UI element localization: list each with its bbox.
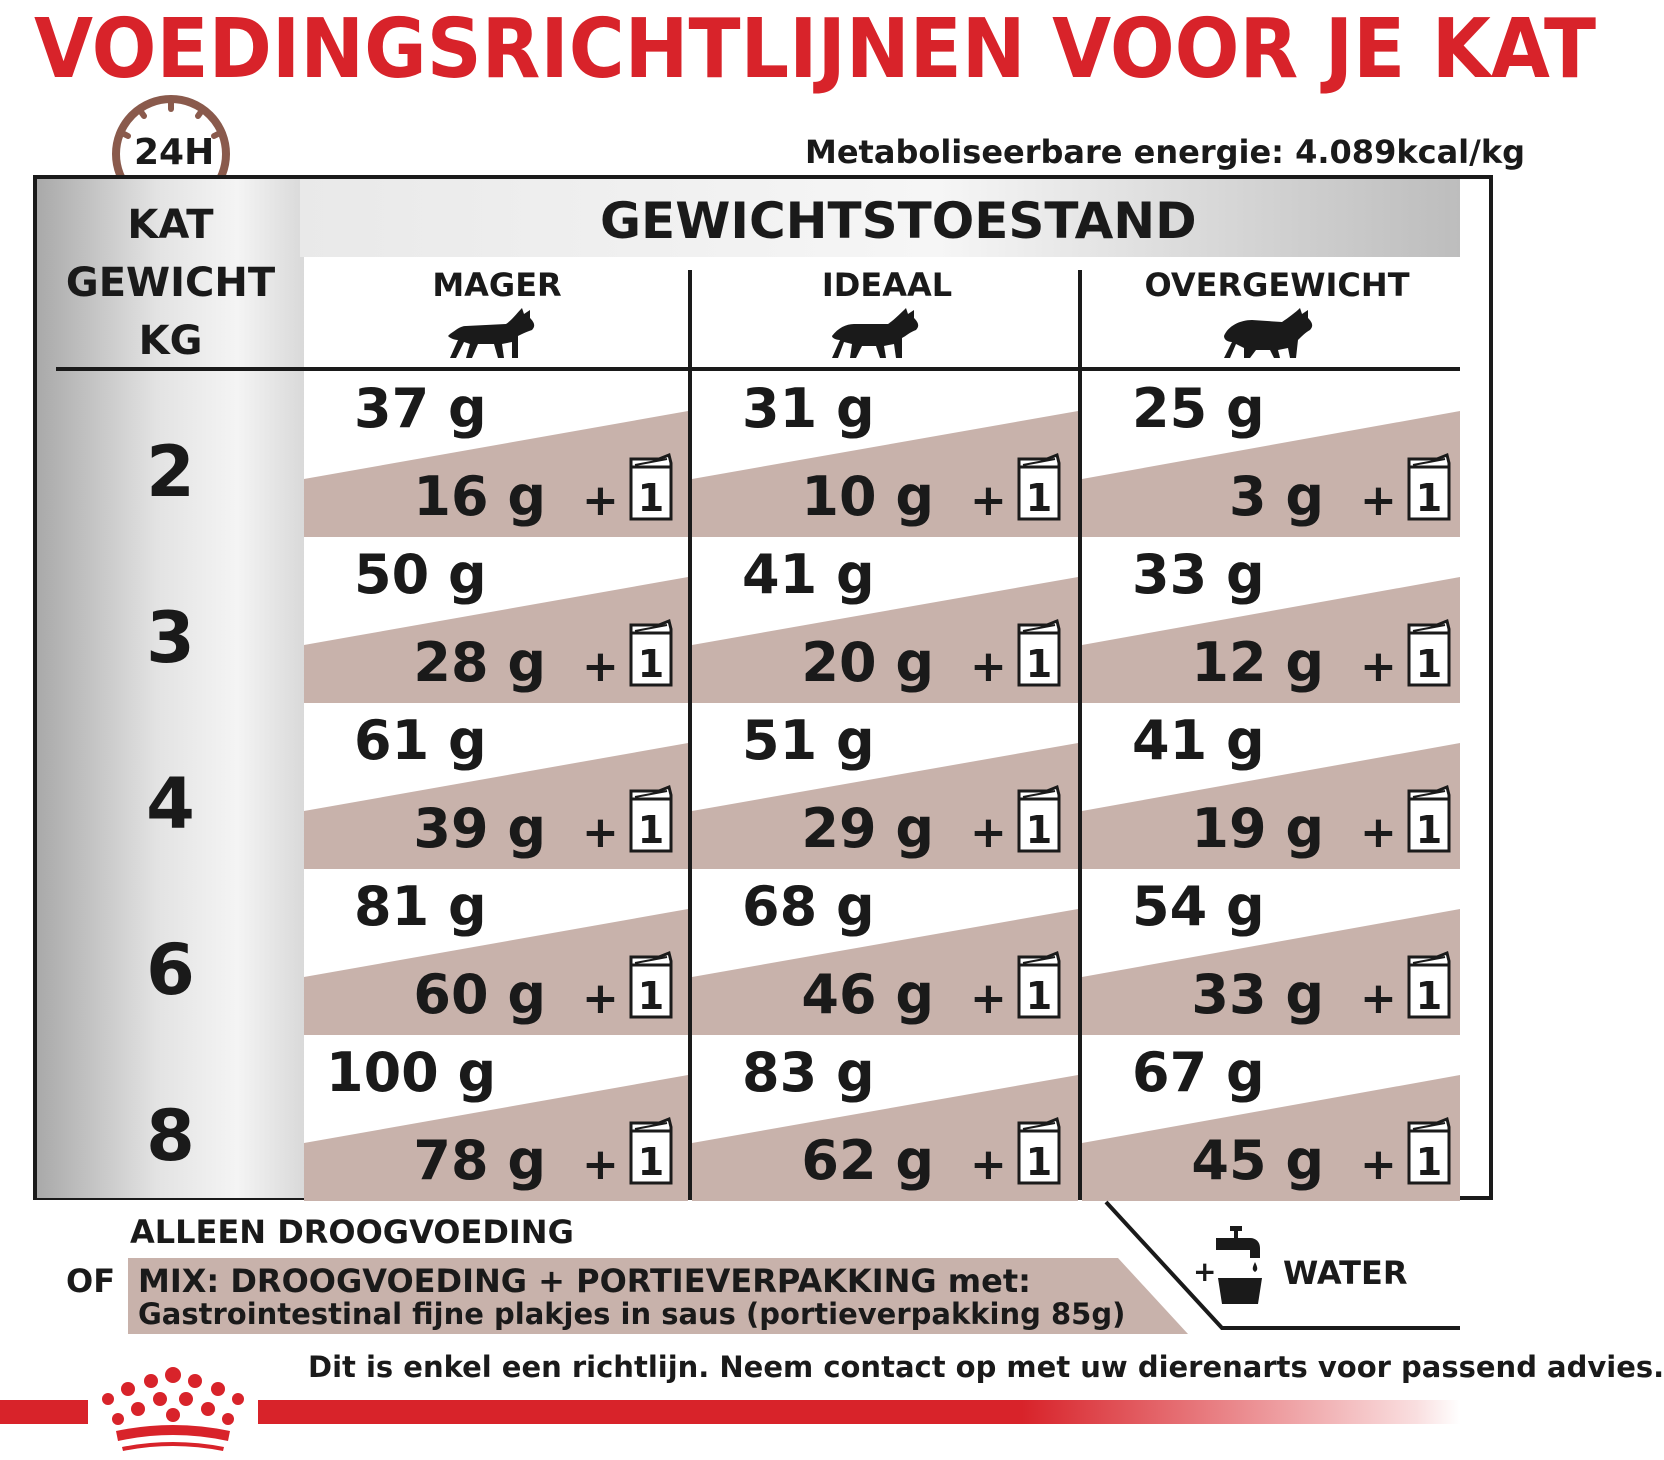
pouch-icon <box>629 787 673 853</box>
pouch-icon <box>1407 1119 1451 1185</box>
brand-crown-logo <box>88 1363 258 1453</box>
feeding-cell <box>304 703 688 869</box>
dry-food-amount: 41 g <box>742 543 875 606</box>
feeding-cell <box>1082 537 1460 703</box>
water-tap-icon <box>1210 1224 1266 1308</box>
pouch-count: 1 <box>1415 642 1443 686</box>
mix-dry-amount: 12 g <box>1191 631 1324 694</box>
mix-dry-amount: 10 g <box>801 465 934 528</box>
dry-food-amount: 81 g <box>354 875 487 938</box>
mix-dry-amount: 62 g <box>801 1129 934 1192</box>
pouch-icon <box>1407 953 1451 1019</box>
feeding-cell <box>692 1035 1078 1201</box>
pouch-count: 1 <box>637 974 665 1018</box>
feeding-cell <box>692 703 1078 869</box>
dry-food-amount: 61 g <box>354 709 487 772</box>
row-weight-kg: 4 <box>146 763 195 845</box>
pouch-count: 1 <box>1025 642 1053 686</box>
pouch-count: 1 <box>1415 808 1443 852</box>
pouch-icon <box>1017 455 1061 521</box>
plus-sign: + <box>970 475 1007 526</box>
feeding-cell <box>1082 703 1460 869</box>
pouch-count: 1 <box>1415 1140 1443 1184</box>
feeding-cell <box>304 1035 688 1201</box>
feeding-cell <box>304 869 688 1035</box>
mix-dry-amount: 3 g <box>1228 465 1324 528</box>
pouch-count: 1 <box>1025 974 1053 1018</box>
plus-sign: + <box>970 807 1007 858</box>
mix-dry-amount: 29 g <box>801 797 934 860</box>
pouch-count: 1 <box>1025 808 1053 852</box>
feeding-cell <box>692 371 1078 537</box>
mix-dry-amount: 45 g <box>1191 1129 1324 1192</box>
plus-sign: + <box>1360 475 1397 526</box>
legend-mix-line2: Gastrointestinal fijne plakjes in saus (portieverpakking 85g) <box>138 1297 1126 1331</box>
plus-sign: + <box>1360 973 1397 1024</box>
mix-dry-amount: 78 g <box>413 1129 546 1192</box>
feeding-cell <box>1082 869 1460 1035</box>
feeding-cell <box>1082 371 1460 537</box>
dry-food-amount: 25 g <box>1132 377 1265 440</box>
column-header-overgewicht: OVERGEWICHT <box>1144 266 1410 304</box>
plus-sign: + <box>970 1139 1007 1190</box>
disclaimer: Dit is enkel een richtlijn. Neem contact op met uw dierenarts voor passend advies. <box>308 1350 1664 1384</box>
dry-food-amount: 67 g <box>1132 1041 1265 1104</box>
plus-sign: + <box>582 807 619 858</box>
pouch-count: 1 <box>637 476 665 520</box>
cat-weight-header-line3: KG <box>138 318 203 364</box>
plus-sign: + <box>582 973 619 1024</box>
lean-cat-icon <box>444 304 540 362</box>
pouch-count: 1 <box>1025 476 1053 520</box>
legend-dry-only: ALLEEN DROOGVOEDING <box>130 1213 574 1251</box>
legend-or: OF <box>66 1262 116 1300</box>
row-weight-kg: 3 <box>146 597 195 679</box>
pouch-icon <box>629 953 673 1019</box>
pouch-icon <box>1017 1119 1061 1185</box>
cat-weight-header-line1: KAT <box>127 202 214 248</box>
mix-dry-amount: 60 g <box>413 963 546 1026</box>
page-title: VOEDINGSRICHTLIJNEN VOOR JE KAT <box>34 2 1596 97</box>
pouch-count: 1 <box>1415 974 1443 1018</box>
dry-food-amount: 50 g <box>354 543 487 606</box>
plus-sign: + <box>970 973 1007 1024</box>
pouch-count: 1 <box>637 808 665 852</box>
pouch-count: 1 <box>1025 1140 1053 1184</box>
dry-food-amount: 37 g <box>354 377 487 440</box>
dry-food-amount: 54 g <box>1132 875 1265 938</box>
water-label: WATER <box>1283 1254 1408 1292</box>
pouch-icon <box>629 1119 673 1185</box>
plus-sign: + <box>970 641 1007 692</box>
column-header-ideaal: IDEAAL <box>821 266 953 304</box>
plus-sign: + <box>582 1139 619 1190</box>
feeding-cell <box>692 869 1078 1035</box>
pouch-icon <box>1017 953 1061 1019</box>
dry-food-amount: 68 g <box>742 875 875 938</box>
pouch-count: 1 <box>637 642 665 686</box>
feeding-cell <box>1082 1035 1460 1201</box>
row-weight-kg: 8 <box>146 1095 195 1177</box>
clock-label: 24H <box>134 132 215 173</box>
dry-food-amount: 100 g <box>326 1041 497 1104</box>
feeding-cell <box>692 537 1078 703</box>
dry-food-amount: 51 g <box>742 709 875 772</box>
ideal-cat-icon <box>828 304 924 362</box>
pouch-icon <box>629 455 673 521</box>
dry-food-amount: 31 g <box>742 377 875 440</box>
mix-dry-amount: 20 g <box>801 631 934 694</box>
energy-value: Metaboliseerbare energie: 4.089kcal/kg <box>805 133 1526 171</box>
cat-weight-header-line2: GEWICHT <box>65 260 276 306</box>
row-weight-kg: 6 <box>146 929 195 1011</box>
weight-state-header: GEWICHTSTOESTAND <box>600 192 1197 250</box>
pouch-icon <box>1017 621 1061 687</box>
dry-food-amount: 41 g <box>1132 709 1265 772</box>
pouch-count: 1 <box>1415 476 1443 520</box>
cat-weight-header <box>37 196 304 370</box>
column-header-mager: MAGER <box>432 266 562 304</box>
pouch-icon <box>1017 787 1061 853</box>
feeding-cell <box>304 537 688 703</box>
pouch-icon <box>1407 787 1451 853</box>
plus-sign: + <box>1360 641 1397 692</box>
overweight-cat-icon <box>1222 304 1318 362</box>
plus-sign: + <box>582 641 619 692</box>
water-plus: + <box>1193 1255 1217 1288</box>
mix-dry-amount: 39 g <box>413 797 546 860</box>
mix-dry-amount: 28 g <box>413 631 546 694</box>
pouch-icon <box>629 621 673 687</box>
plus-sign: + <box>1360 1139 1397 1190</box>
dry-food-amount: 33 g <box>1132 543 1265 606</box>
dry-food-amount: 83 g <box>742 1041 875 1104</box>
feeding-cell <box>304 371 688 537</box>
plus-sign: + <box>1360 807 1397 858</box>
mix-dry-amount: 33 g <box>1191 963 1324 1026</box>
mix-dry-amount: 46 g <box>801 963 934 1026</box>
mix-dry-amount: 19 g <box>1191 797 1324 860</box>
plus-sign: + <box>582 475 619 526</box>
mix-dry-amount: 16 g <box>413 465 546 528</box>
pouch-icon <box>1407 455 1451 521</box>
legend-mix-line1: MIX: DROOGVOEDING + PORTIEVERPAKKING met: <box>138 1262 1031 1300</box>
pouch-icon <box>1407 621 1451 687</box>
row-weight-kg: 2 <box>146 431 195 513</box>
pouch-count: 1 <box>637 1140 665 1184</box>
